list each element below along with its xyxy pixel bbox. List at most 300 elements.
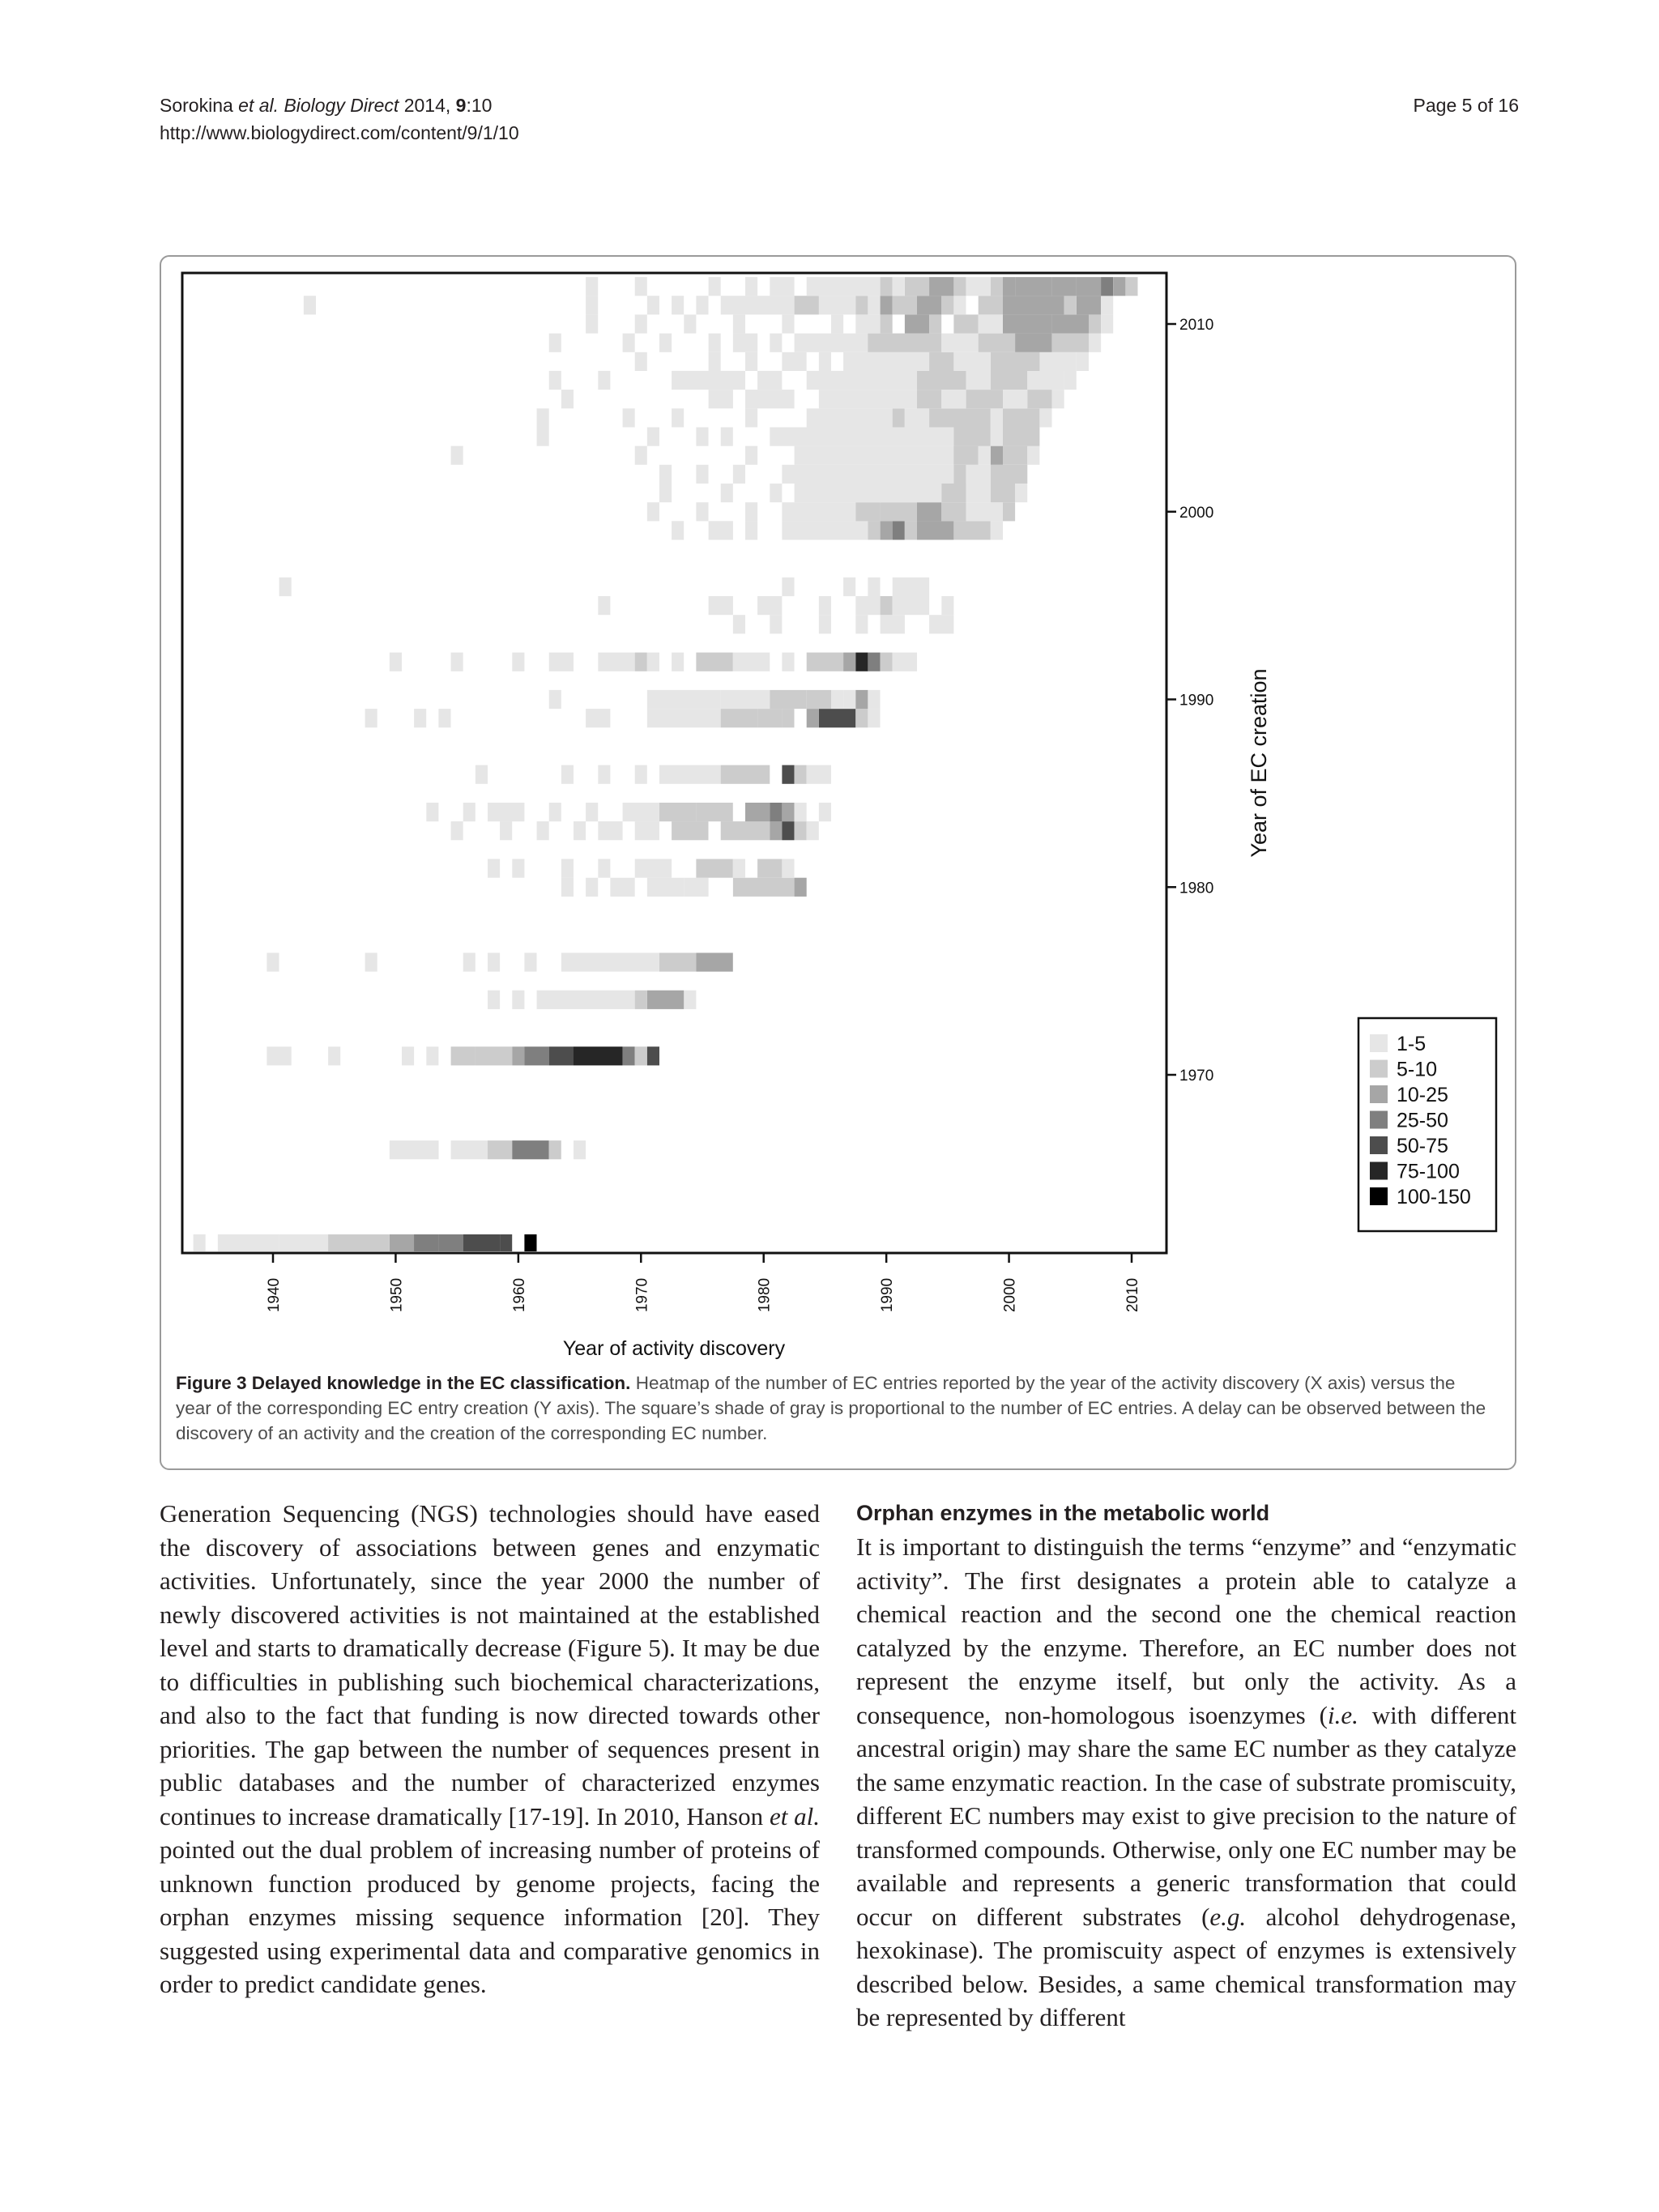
heatmap-cell <box>659 484 672 502</box>
heatmap-cell <box>941 596 953 615</box>
heatmap-cell <box>929 352 953 371</box>
heatmap-cell <box>647 653 659 671</box>
heatmap-cell <box>917 502 941 521</box>
heatmap-cell <box>1052 334 1089 352</box>
heatmap-cell <box>365 709 377 727</box>
heatmap-cell <box>267 1046 291 1065</box>
heatmap-cell <box>893 596 929 615</box>
heatmap-cell <box>757 596 782 615</box>
heatmap-cell <box>1101 314 1113 333</box>
heatmap-cell <box>1015 334 1051 352</box>
heatmap-cell <box>696 428 708 446</box>
legend-swatch <box>1370 1111 1388 1129</box>
heatmap-cell <box>561 765 574 784</box>
heatmap-cell <box>451 446 463 465</box>
heatmap-cell <box>745 352 757 371</box>
heatmap-cell <box>770 690 806 709</box>
heatmap-cell <box>795 296 819 314</box>
heatmap-cell <box>672 408 684 427</box>
heatmap-cell <box>402 1046 414 1065</box>
heatmap-cell <box>757 371 782 390</box>
heatmap-cell <box>843 653 855 671</box>
heatmap-cell <box>635 352 647 371</box>
heatmap-cell <box>549 653 574 671</box>
heatmap-cell <box>745 446 757 465</box>
heatmap-cell <box>659 803 696 821</box>
heatmap-cell <box>733 465 745 484</box>
heatmap-cell <box>390 1140 439 1159</box>
heatmap-cell <box>476 1046 512 1065</box>
heatmap-cell <box>365 953 377 971</box>
heatmap-cell <box>881 596 893 615</box>
heatmap-cell <box>438 1234 463 1251</box>
heatmap-cell <box>979 334 1015 352</box>
heatmap-cell <box>696 953 732 971</box>
heatmap-cell <box>1101 296 1113 314</box>
heatmap-cell <box>733 653 770 671</box>
heatmap-cell <box>929 615 953 633</box>
heatmap-cell <box>782 578 794 596</box>
y-tick-label: 1970 <box>1179 1068 1214 1085</box>
heatmap-cell <box>819 803 831 821</box>
x-tick-label: 1970 <box>633 1277 651 1313</box>
legend-swatch <box>1370 1187 1388 1205</box>
heatmap-cell <box>1101 277 1113 296</box>
section-title: Orphan enzymes in the metabolic world <box>856 1501 1270 1525</box>
heatmap-cell <box>463 803 476 821</box>
heatmap-cell <box>267 953 279 971</box>
heatmap-cell <box>893 578 929 596</box>
heatmap-cell <box>635 859 672 878</box>
heatmap-cell <box>451 1046 476 1065</box>
heatmap-cell <box>807 821 819 840</box>
x-axis-label: Year of activity discovery <box>562 1337 786 1360</box>
heatmap-cell <box>1064 296 1077 314</box>
heatmap-cell <box>635 446 647 465</box>
heatmap-cell <box>451 821 463 840</box>
heatmap-cell <box>770 484 782 502</box>
heatmap-cell <box>488 1140 512 1159</box>
heatmap-cell <box>807 765 831 784</box>
heatmap-cell <box>672 821 708 840</box>
heatmap-cell <box>745 277 757 296</box>
heatmap-cell <box>991 428 1003 446</box>
heatmap-cell <box>586 314 598 333</box>
y-tick-label: 1980 <box>1179 880 1214 897</box>
heatmap-cell <box>966 465 991 484</box>
heatmap-cell <box>782 352 806 371</box>
heatmap-cell <box>524 953 536 971</box>
heatmap-cell <box>537 428 549 446</box>
heatmap-cell <box>745 408 757 427</box>
heatmap-cell <box>463 1234 500 1251</box>
heatmap-cell <box>782 765 794 784</box>
heatmap-cell <box>635 1046 647 1065</box>
heatmap-cell <box>733 314 745 333</box>
heatmap-cell <box>843 578 855 596</box>
heatmap-cell <box>929 408 991 427</box>
heatmap-cell <box>696 653 732 671</box>
heatmap-cell <box>598 371 610 390</box>
heatmap-cell <box>807 277 881 296</box>
heatmap-cell <box>684 991 696 1009</box>
heatmap-cell <box>905 277 929 296</box>
heatmap-cell <box>659 953 696 971</box>
heatmap-cell <box>549 334 561 352</box>
heatmap-cell <box>304 296 316 314</box>
heatmap-cell <box>586 277 598 296</box>
y-tick-label: 2000 <box>1179 504 1214 522</box>
body-column-left: Generation Sequencing (NGS) technologies should have eased the discovery of associations between genes and enzymatic activities. Unfortunately, since the year 2000 the number of newly discovered activities is not maintained at the established level and starts to dramatically decrease (Figure 5). It may be due to difficulties in publishing such biochemical characterizations, and also to the fact that funding is now directed towards other priorities. The gap between the number of sequences present in public databases and the number of characterized enzymes continues to increase dramatically [17-19]. In 2010, Hanson et al. pointed out the dual problem of increasing number of proteins of unknown function produced by genome projects, facing the orphan enzymes missing sequence information [20]. They suggested using experimental data and comparative genomics in order to predict candidate genes. <box>160 1499 821 1998</box>
heatmap-cell <box>684 314 696 333</box>
heatmap-cell <box>721 709 757 727</box>
heatmap-cell <box>745 502 757 521</box>
heatmap-cell <box>1027 390 1051 408</box>
heatmap-cell <box>635 653 647 671</box>
heatmap-cell <box>549 1140 561 1159</box>
heatmap-cell <box>500 821 512 840</box>
legend <box>1358 1018 1496 1231</box>
heatmap-cell <box>953 352 990 371</box>
heatmap-cell <box>1003 428 1039 446</box>
heatmap-cell <box>819 596 831 615</box>
y-axis-label: Year of EC creation <box>1247 668 1271 858</box>
heatmap-cell <box>672 371 745 390</box>
heatmap-cell <box>819 709 855 727</box>
heatmap-cell <box>512 991 524 1009</box>
legend-swatch <box>1370 1162 1388 1180</box>
heatmap-cell <box>795 765 807 784</box>
heatmap-cell <box>868 578 880 596</box>
legend-label: 75-100 <box>1397 1160 1460 1183</box>
heatmap-cell <box>941 390 966 408</box>
heatmap-cell <box>488 859 500 878</box>
heatmap-cell <box>1003 314 1052 333</box>
heatmap-cell <box>561 390 574 408</box>
heatmap-cell <box>709 521 733 539</box>
heatmap-cell <box>881 653 893 671</box>
heatmap-cell <box>831 690 843 709</box>
heatmap-cell <box>991 277 1003 296</box>
heatmap-cell <box>414 1234 438 1251</box>
heatmap-cell <box>328 1046 340 1065</box>
heatmap-cell <box>733 615 745 633</box>
heatmap-cell <box>1052 277 1077 296</box>
heatmap-cell <box>819 390 917 408</box>
heatmap-cell <box>782 314 794 333</box>
heatmap-cell <box>855 615 868 633</box>
heatmap-cell <box>537 821 549 840</box>
heatmap-cell <box>696 803 732 821</box>
heatmap-cell <box>635 821 659 840</box>
heatmap-cell <box>512 653 524 671</box>
heatmap-cell <box>574 1046 623 1065</box>
heatmap-cell <box>881 521 893 539</box>
heatmap-cell <box>1015 484 1027 502</box>
heatmap-cell <box>819 296 855 314</box>
heatmap-cell <box>795 878 807 897</box>
figure-title: Delayed knowledge in the EC classification. <box>251 1373 631 1393</box>
heatmap-cell <box>929 277 953 296</box>
heatmap-cell <box>1027 446 1039 465</box>
heatmap-cell <box>709 334 721 352</box>
x-tick-label: 1990 <box>879 1277 897 1313</box>
heatmap-cell <box>795 484 942 502</box>
heatmap-cell <box>549 803 561 821</box>
heatmap-cell <box>1125 277 1137 296</box>
article-url[interactable]: http://www.biologydirect.com/content/9/1/10 <box>160 122 519 143</box>
heatmap-cell <box>537 991 635 1009</box>
heatmap-cell <box>905 521 917 539</box>
heatmap-cell <box>893 653 917 671</box>
heatmap-cell <box>500 1234 512 1251</box>
heatmap-cell <box>672 296 684 314</box>
heatmap-cell <box>1003 502 1015 521</box>
heatmap-cell <box>1039 352 1076 371</box>
legend-label: 50-75 <box>1397 1135 1448 1157</box>
heatmap-cell <box>549 690 561 709</box>
heatmap-cell <box>218 1234 279 1251</box>
heatmap-cell <box>696 502 708 521</box>
heatmap-cell <box>782 653 794 671</box>
heatmap-cell <box>328 1234 390 1251</box>
heatmap-cell <box>745 390 795 408</box>
heatmap-cell <box>953 521 990 539</box>
heatmap-cell <box>598 859 610 878</box>
heatmap-cell <box>855 653 868 671</box>
heatmap-cell <box>721 428 733 446</box>
x-tick-label: 2010 <box>1124 1277 1141 1313</box>
heatmap-cell <box>463 953 476 971</box>
caption-text: Heatmap of the number of EC entries reported by the year of the activity discovery (X axis) versus the year of the corresponding EC entry creation (Y axis). The square’s shade of gray is proportional to the number of EC entries. A delay can be observed between the discovery of an activity and the creation of the corresponding EC number. <box>176 1373 1486 1443</box>
heatmap-cell <box>979 446 991 465</box>
heatmap-cell <box>991 446 1003 465</box>
heatmap-cell <box>1003 390 1027 408</box>
heatmap-cell <box>561 878 574 897</box>
legend-swatch <box>1370 1034 1388 1052</box>
heatmap-cell <box>414 709 426 727</box>
heatmap-cell <box>647 690 721 709</box>
heatmap-cell <box>586 878 598 897</box>
heatmap-cell <box>795 821 807 840</box>
heatmap-cell <box>1003 296 1064 314</box>
heatmap-cell <box>941 502 966 521</box>
legend-label: 25-50 <box>1397 1109 1448 1132</box>
heatmap-cell <box>672 521 684 539</box>
heatmap-cell <box>966 371 991 390</box>
heatmap-cell <box>438 709 450 727</box>
heatmap-cell <box>819 352 831 371</box>
heatmap-cell <box>733 878 795 897</box>
heatmap-cell <box>488 953 500 971</box>
heatmap-cell <box>953 277 966 296</box>
heatmap-cell <box>979 314 1003 333</box>
heatmap-cell <box>991 521 1003 539</box>
heatmap-cell <box>696 859 732 878</box>
heatmap-cell <box>966 390 1003 408</box>
x-axis <box>266 1253 1141 1312</box>
heatmap-cell <box>1089 334 1101 352</box>
heatmap-cell <box>647 428 659 446</box>
heatmap-cell <box>1003 446 1027 465</box>
heatmap-cell <box>623 1046 635 1065</box>
heatmap-cell <box>696 465 708 484</box>
heatmap-cell <box>770 803 782 821</box>
heatmap-cell <box>782 465 953 484</box>
body-column-right: Orphan enzymes in the metabolic world It is important to distinguish the terms “enzyme” and “enzymatic activity”. The first designates a protein able to catalyze a chemical reaction and the second one the chemical reaction catalyzed by the enzyme. Therefore, an EC number does not represent the enzyme itself, but only the activity. As a consequence, non-homologous isoenzymes (i.e. with different ancestral origin) may share the same EC number as they catalyze the same enzymatic reaction. In the case of substrate promiscuity, different EC numbers may exist to give precision to the nature of transformed compounds. Otherwise, only one EC number may be available and represents a generic transformation that could occur on different substrates (e.g. alcohol dehydrogenase, hexokinase). The promiscuity aspect of enzymes is extensively described below. Besides, a same chemical transformation may be represented by different <box>856 1497 1516 2035</box>
heatmap-cell <box>1077 277 1101 296</box>
heatmap-cell <box>843 352 929 371</box>
heatmap-cell <box>1077 296 1101 314</box>
heatmap-cell <box>855 502 880 521</box>
heatmap-cell <box>757 859 782 878</box>
heatmap-cell <box>635 277 647 296</box>
heatmap-cell <box>598 821 622 840</box>
heatmap-cell <box>953 314 978 333</box>
heatmap-cell <box>524 1046 548 1065</box>
heatmap-cell <box>807 371 917 390</box>
heatmap-cell <box>953 446 978 465</box>
heatmap-cell <box>561 859 574 878</box>
heatmap-cell <box>966 484 991 502</box>
heatmap-cell <box>390 653 402 671</box>
heatmap-cell <box>635 991 647 1009</box>
heatmap-cell <box>623 803 659 821</box>
heatmap-cell <box>524 1234 536 1251</box>
x-tick-label: 1940 <box>266 1277 283 1313</box>
heatmap-cell <box>476 765 488 784</box>
heatmap-cell <box>733 859 745 878</box>
heatmap-cell <box>855 314 880 333</box>
heatmap-cell <box>855 596 880 615</box>
legend-label: 100-150 <box>1397 1186 1471 1208</box>
x-tick-label: 1960 <box>510 1277 528 1313</box>
heatmap-cell <box>941 484 966 502</box>
heatmap-cell <box>881 314 893 333</box>
heatmap-cell <box>979 296 1003 314</box>
heatmap-cell <box>451 653 463 671</box>
heatmap-cell <box>549 1046 574 1065</box>
heatmap-cell <box>905 314 929 333</box>
heatmap-cell <box>868 521 880 539</box>
heatmap-cell <box>782 502 855 521</box>
heatmap-cell <box>488 991 500 1009</box>
heatmap-cell <box>917 521 953 539</box>
heatmap-cell <box>194 1234 206 1251</box>
heatmap-cell <box>647 502 659 521</box>
heatmap-cell <box>782 709 794 727</box>
heatmap-cell <box>1003 277 1015 296</box>
heatmap-cell <box>721 821 770 840</box>
heatmap-cell <box>966 277 991 296</box>
heatmap-cell <box>488 803 524 821</box>
heatmap-cell <box>279 1234 329 1251</box>
y-axis <box>1166 317 1213 1085</box>
y-tick-label: 1990 <box>1179 692 1214 710</box>
heatmap-cell <box>757 709 782 727</box>
legend-swatch <box>1370 1136 1388 1154</box>
heatmap-cell <box>659 334 672 352</box>
heatmap-cell <box>709 596 733 615</box>
heatmap-cell <box>1113 277 1125 296</box>
legend-swatch <box>1370 1060 1388 1078</box>
heatmap-cell <box>1027 371 1064 390</box>
x-tick-label: 1980 <box>756 1277 774 1313</box>
heatmap-cell <box>770 428 953 446</box>
heatmap-cell <box>549 371 561 390</box>
heatmap-cell <box>807 709 819 727</box>
heatmap-cell <box>855 296 868 314</box>
heatmap-cell <box>893 408 905 427</box>
heatmap-cell <box>745 521 757 539</box>
heatmap-cell <box>635 314 647 333</box>
heatmap-cell <box>881 502 917 521</box>
heatmap-cell <box>598 765 610 784</box>
heatmap-cell <box>1015 277 1051 296</box>
heatmap-cell <box>929 314 941 333</box>
heatmap-cell <box>647 296 659 314</box>
heatmap-cell <box>574 821 586 840</box>
heatmap-cell <box>941 296 953 314</box>
heatmap-cell <box>782 859 794 878</box>
heatmap-cell <box>709 352 721 371</box>
heatmap-cell <box>868 334 941 352</box>
heatmap-cell <box>451 1140 488 1159</box>
heatmap-cell <box>770 821 782 840</box>
heatmap-cell <box>868 690 880 709</box>
heatmap-cell <box>881 296 893 314</box>
heatmap-cell <box>623 334 635 352</box>
heatmap-cell <box>807 653 843 671</box>
heatmap-cell <box>868 653 880 671</box>
heatmap-cell <box>991 408 1003 427</box>
heatmap-cell <box>953 428 990 446</box>
heatmap-cell <box>512 859 524 878</box>
heatmap-cell <box>782 803 794 821</box>
heatmap-cell <box>672 653 684 671</box>
heatmap-cell <box>1064 371 1077 390</box>
heatmap-cell <box>795 334 868 352</box>
heatmap-cell <box>610 878 634 897</box>
heatmap-cell <box>893 296 917 314</box>
heatmap-cell <box>647 709 721 727</box>
heatmap-cell <box>893 521 905 539</box>
x-tick-label: 2000 <box>1001 1277 1019 1313</box>
heatmap-cell <box>1052 314 1089 333</box>
heatmap-cell <box>831 314 843 333</box>
heatmap-cell <box>917 296 941 314</box>
heatmap-cell <box>696 296 708 314</box>
heatmap-cell <box>905 408 929 427</box>
heatmap-cell <box>868 709 880 727</box>
heatmap-cell <box>721 296 795 314</box>
heatmap-cell <box>991 465 1027 484</box>
heatmap-cell <box>733 334 757 352</box>
heatmap-cell <box>598 653 634 671</box>
heatmap-cell <box>561 953 659 971</box>
legend-label: 1-5 <box>1397 1033 1427 1055</box>
heatmap-cell <box>893 277 905 296</box>
heatmap-cell <box>721 484 733 502</box>
heatmap-cell <box>1039 408 1051 427</box>
heatmap-cell <box>1077 352 1089 371</box>
heatmap-cell <box>855 709 868 727</box>
heatmap-cell <box>941 334 978 352</box>
heatmap-cell <box>537 408 549 427</box>
heatmap-cell <box>684 878 708 897</box>
heatmap-cell <box>659 465 672 484</box>
heatmap-cell <box>770 615 782 633</box>
